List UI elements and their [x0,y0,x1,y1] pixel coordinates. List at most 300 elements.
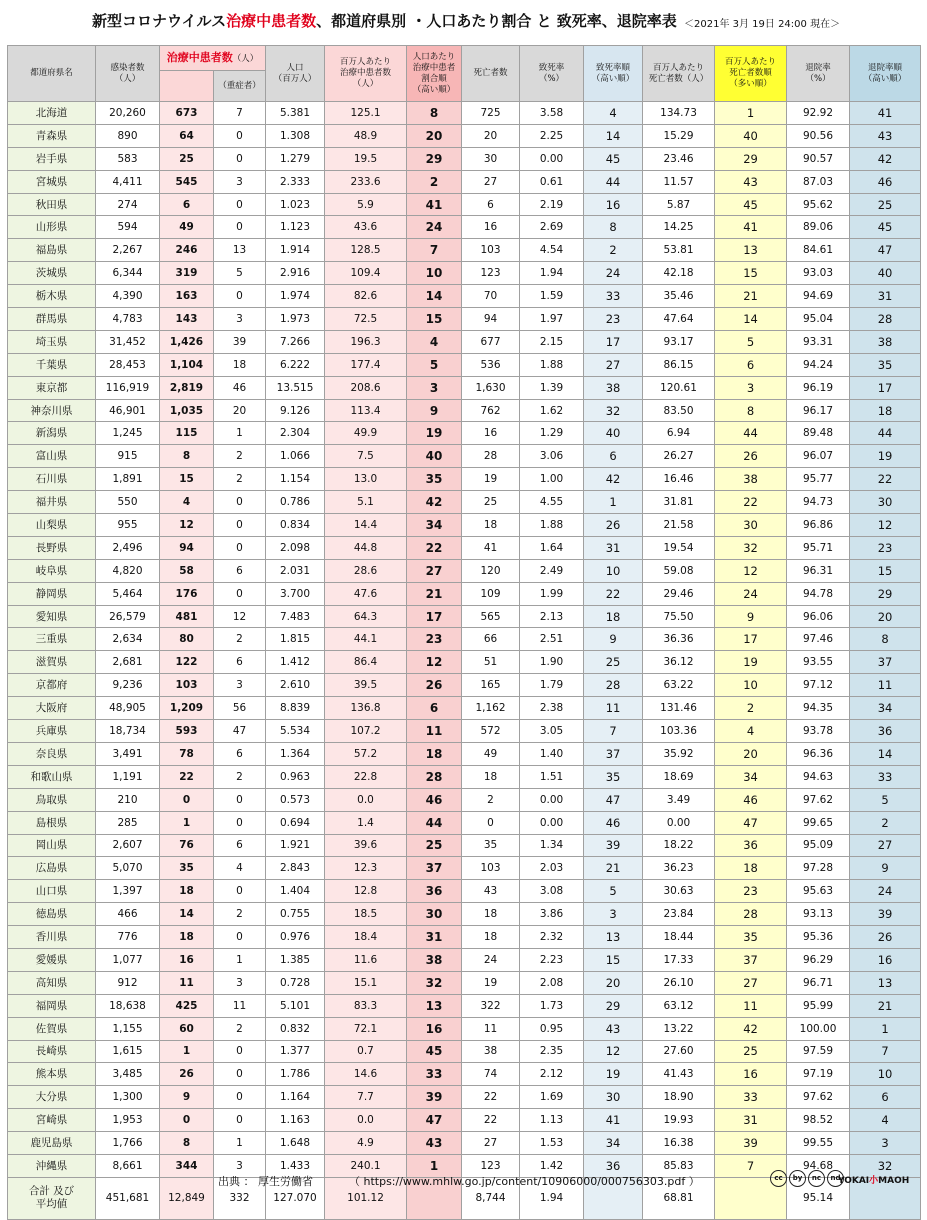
cell-pref: 徳島県 [8,903,96,926]
cell-deaths: 22 [462,1109,520,1132]
cell-discharge: 96.07 [787,445,850,468]
cell-cases: 28,453 [96,353,160,376]
cell-deaths-per-million: 31.81 [643,491,715,514]
covid-prefecture-table [7,45,921,1220]
cell-deaths-rank: 11 [715,994,787,1017]
cell-deaths-per-million: 131.46 [643,697,715,720]
cell-deaths: 28 [462,445,520,468]
cell-pref: 佐賀県 [8,1017,96,1040]
cell-cases: 776 [96,926,160,949]
cell-discharge: 90.57 [787,147,850,170]
cell-pref: 茨城県 [8,262,96,285]
header-deaths: 死亡者数 [462,46,520,102]
cell-cases: 20,260 [96,102,160,125]
cell-deaths-rank: 44 [715,422,787,445]
cell-discharge: 97.59 [787,1040,850,1063]
cell-deaths: 677 [462,330,520,353]
cell-fatality-rank: 27 [584,353,643,376]
cell-deaths-rank: 34 [715,765,787,788]
cell-fatality: 1.53 [520,1132,584,1155]
cell-pref: 宮崎県 [8,1109,96,1132]
cell-fatality: 1.64 [520,536,584,559]
total-discharge: 95.14 [787,1177,850,1219]
cell-fatality: 3.08 [520,880,584,903]
cell-cases: 285 [96,811,160,834]
cell-deaths-rank: 20 [715,742,787,765]
cell-per-million: 72.5 [325,308,407,331]
table-row [8,353,921,376]
cell-fatality: 2.23 [520,948,584,971]
cell-deaths-per-million: 19.93 [643,1109,715,1132]
header-severe: （重症者） [214,71,266,102]
cell-ratio-rank: 32 [407,971,462,994]
total-fatality: 1.94 [520,1177,584,1219]
table-row [8,1040,921,1063]
table-row [8,559,921,582]
cell-severe: 1 [214,422,266,445]
total-pref: 合計 及び 平均値 [8,1177,96,1219]
cell-cases: 210 [96,788,160,811]
cell-ratio-rank: 9 [407,399,462,422]
cell-deaths-per-million: 5.87 [643,193,715,216]
cell-deaths: 74 [462,1063,520,1086]
cell-fatality-rank: 18 [584,605,643,628]
cell-discharge-rank: 5 [850,788,921,811]
cell-pop: 7.266 [266,330,325,353]
table-row [8,170,921,193]
cell-ratio-rank: 2 [407,170,462,193]
cell-ratio-rank: 21 [407,582,462,605]
cell-deaths-rank: 30 [715,514,787,537]
cell-per-million: 57.2 [325,742,407,765]
cell-deaths: 41 [462,536,520,559]
cell-severe: 12 [214,605,266,628]
cell-discharge-rank: 28 [850,308,921,331]
cell-severe: 6 [214,651,266,674]
cell-deaths-per-million: 63.12 [643,994,715,1017]
cell-deaths: 123 [462,1154,520,1177]
cell-ratio-rank: 26 [407,674,462,697]
cell-deaths-rank: 46 [715,788,787,811]
cell-fatality-rank: 17 [584,330,643,353]
cell-deaths: 49 [462,742,520,765]
cell-pref: 滋賀県 [8,651,96,674]
cell-severe: 0 [214,1040,266,1063]
cell-pref: 埼玉県 [8,330,96,353]
total-per-million: 101.12 [325,1177,407,1219]
table-row [8,399,921,422]
cell-cases: 5,464 [96,582,160,605]
cell-deaths: 19 [462,971,520,994]
cell-deaths: 536 [462,353,520,376]
cell-deaths-rank: 32 [715,536,787,559]
by-icon: by [789,1170,806,1187]
cell-discharge-rank: 6 [850,1086,921,1109]
cell-per-million: 19.5 [325,147,407,170]
cell-severe: 3 [214,308,266,331]
cell-discharge: 93.78 [787,720,850,743]
cell-discharge: 95.36 [787,926,850,949]
cell-active: 14 [160,903,214,926]
cell-pop: 2.610 [266,674,325,697]
cell-active: 49 [160,216,214,239]
cell-discharge: 93.31 [787,330,850,353]
table-row [8,834,921,857]
table-row [8,514,921,537]
cell-ratio-rank: 13 [407,994,462,1017]
cell-discharge: 97.62 [787,1086,850,1109]
cell-severe: 7 [214,102,266,125]
table-row [8,926,921,949]
cell-severe: 47 [214,720,266,743]
cell-pref: 大分県 [8,1086,96,1109]
table-row [8,102,921,125]
cell-per-million: 14.4 [325,514,407,537]
cell-deaths-rank: 39 [715,1132,787,1155]
cell-discharge: 94.63 [787,765,850,788]
cell-deaths-rank: 37 [715,948,787,971]
cell-pref: 栃木県 [8,285,96,308]
cell-active: 1 [160,811,214,834]
cell-discharge-rank: 18 [850,399,921,422]
cell-pref: 鳥取県 [8,788,96,811]
cell-pref: 群馬県 [8,308,96,331]
cell-fatality-rank: 30 [584,1086,643,1109]
cell-fatality-rank: 45 [584,147,643,170]
cell-fatality-rank: 26 [584,514,643,537]
cell-deaths-rank: 3 [715,376,787,399]
cell-fatality-rank: 7 [584,720,643,743]
table-row [8,376,921,399]
cell-pref: 北海道 [8,102,96,125]
source-label: 出典 ： 厚生労働省 [218,1175,313,1188]
cell-severe: 0 [214,1063,266,1086]
cell-ratio-rank: 27 [407,559,462,582]
cell-fatality-rank: 20 [584,971,643,994]
cell-deaths: 322 [462,994,520,1017]
cell-deaths-rank: 19 [715,651,787,674]
cell-deaths-per-million: 29.46 [643,582,715,605]
cell-per-million: 136.8 [325,697,407,720]
cell-active: 1 [160,1040,214,1063]
cell-pref: 富山県 [8,445,96,468]
cell-fatality: 1.62 [520,399,584,422]
cell-per-million: 44.8 [325,536,407,559]
cell-deaths-per-million: 36.36 [643,628,715,651]
cell-active: 35 [160,857,214,880]
cell-pop: 1.377 [266,1040,325,1063]
cell-fatality: 1.13 [520,1109,584,1132]
cell-ratio-rank: 38 [407,948,462,971]
header-fatality: 致死率 （%） [520,46,584,102]
cell-severe: 6 [214,559,266,582]
cell-fatality-rank: 37 [584,742,643,765]
cell-discharge-rank: 9 [850,857,921,880]
cell-discharge-rank: 11 [850,674,921,697]
author-logo: YOKAI小MAOH [838,1176,910,1186]
cell-pop: 1.308 [266,124,325,147]
cell-pop: 2.098 [266,536,325,559]
cell-severe: 0 [214,788,266,811]
table-row [8,1132,921,1155]
cell-deaths-per-million: 27.60 [643,1040,715,1063]
cell-deaths-per-million: 19.54 [643,536,715,559]
table-row [8,239,921,262]
cell-per-million: 83.3 [325,994,407,1017]
cell-active: 481 [160,605,214,628]
cell-active: 122 [160,651,214,674]
cell-discharge: 97.12 [787,674,850,697]
cell-deaths-per-million: 18.44 [643,926,715,949]
cell-active: 6 [160,193,214,216]
cell-discharge: 96.19 [787,376,850,399]
source-citation [218,1173,700,1189]
cell-ratio-rank: 44 [407,811,462,834]
cell-deaths-per-million: 59.08 [643,559,715,582]
cell-severe: 3 [214,1154,266,1177]
cell-fatality-rank: 21 [584,857,643,880]
cell-pop: 3.700 [266,582,325,605]
cell-deaths-per-million: 6.94 [643,422,715,445]
table-row [8,1086,921,1109]
cc-license-icons [770,1170,844,1187]
cell-deaths-rank: 8 [715,399,787,422]
cell-fatality-rank: 4 [584,102,643,125]
cell-discharge: 95.09 [787,834,850,857]
header-pop: 人口 （百万人） [266,46,325,102]
cell-per-million: 22.8 [325,765,407,788]
cell-per-million: 72.1 [325,1017,407,1040]
cell-fatality-rank: 40 [584,422,643,445]
cell-discharge: 97.28 [787,857,850,880]
header-active-count [160,71,214,102]
cell-cases: 1,397 [96,880,160,903]
header-cases: 感染者数 （人） [96,46,160,102]
cell-pop: 0.832 [266,1017,325,1040]
cell-active: 425 [160,994,214,1017]
cell-cases: 915 [96,445,160,468]
cell-deaths: 22 [462,1086,520,1109]
cell-deaths-per-million: 16.46 [643,468,715,491]
cell-deaths-per-million: 75.50 [643,605,715,628]
cell-deaths-rank: 21 [715,285,787,308]
cell-ratio-rank: 34 [407,514,462,537]
cell-deaths-rank: 27 [715,971,787,994]
cell-fatality: 1.42 [520,1154,584,1177]
cell-per-million: 43.6 [325,216,407,239]
cell-discharge-rank: 24 [850,880,921,903]
cell-deaths: 1,630 [462,376,520,399]
cell-per-million: 39.5 [325,674,407,697]
cell-deaths-rank: 17 [715,628,787,651]
header-deaths-per-million: 百万人あたり 死亡者数（人） [643,46,715,102]
cc-icon: cc [770,1170,787,1187]
cell-pref: 福井県 [8,491,96,514]
cell-ratio-rank: 7 [407,239,462,262]
cell-pref: 山梨県 [8,514,96,537]
cell-ratio-rank: 11 [407,720,462,743]
cell-discharge: 95.77 [787,468,850,491]
table-row [8,857,921,880]
cell-deaths: 70 [462,285,520,308]
cell-severe: 0 [214,147,266,170]
cell-pop: 2.843 [266,857,325,880]
cell-deaths: 18 [462,765,520,788]
cell-fatality-rank: 24 [584,262,643,285]
cell-cases: 583 [96,147,160,170]
cell-pop: 1.815 [266,628,325,651]
cell-deaths-per-million: 83.50 [643,399,715,422]
table-row [8,582,921,605]
table-row [8,422,921,445]
cell-active: 545 [160,170,214,193]
cell-pop: 1.433 [266,1154,325,1177]
cell-deaths: 18 [462,903,520,926]
cell-fatality: 1.73 [520,994,584,1017]
cell-cases: 274 [96,193,160,216]
cell-severe: 20 [214,399,266,422]
cell-discharge-rank: 12 [850,514,921,537]
cell-deaths-rank: 1 [715,102,787,125]
cell-fatality-rank: 34 [584,1132,643,1155]
cell-active: 26 [160,1063,214,1086]
cell-active: 76 [160,834,214,857]
cell-active: 1,104 [160,353,214,376]
cell-severe: 56 [214,697,266,720]
cell-ratio-rank: 4 [407,330,462,353]
cell-active: 246 [160,239,214,262]
cell-pop: 5.534 [266,720,325,743]
cell-deaths-rank: 47 [715,811,787,834]
cell-fatality-rank: 36 [584,1154,643,1177]
cell-fatality: 0.00 [520,788,584,811]
table-row [8,765,921,788]
cell-cases: 550 [96,491,160,514]
cell-discharge-rank: 38 [850,330,921,353]
cell-deaths: 24 [462,948,520,971]
cell-fatality-rank: 46 [584,811,643,834]
table-row [8,628,921,651]
cell-discharge-rank: 1 [850,1017,921,1040]
cell-pop: 5.381 [266,102,325,125]
cell-cases: 466 [96,903,160,926]
cell-pop: 1.123 [266,216,325,239]
cell-deaths-rank: 31 [715,1109,787,1132]
table-row [8,1017,921,1040]
cell-deaths: 762 [462,399,520,422]
cell-pref: 石川県 [8,468,96,491]
cell-deaths-per-million: 18.69 [643,765,715,788]
cell-pref: 岐阜県 [8,559,96,582]
cell-ratio-rank: 45 [407,1040,462,1063]
cell-deaths-rank: 41 [715,216,787,239]
cell-per-million: 47.6 [325,582,407,605]
cell-deaths-per-million: 53.81 [643,239,715,262]
cell-severe: 0 [214,1086,266,1109]
cell-pop: 13.515 [266,376,325,399]
cell-discharge: 99.65 [787,811,850,834]
cell-deaths-rank: 6 [715,353,787,376]
cell-deaths-per-million: 26.27 [643,445,715,468]
cell-severe: 6 [214,742,266,765]
cell-per-million: 12.3 [325,857,407,880]
cell-pref: 長野県 [8,536,96,559]
cell-cases: 31,452 [96,330,160,353]
cell-ratio-rank: 22 [407,536,462,559]
cell-cases: 1,077 [96,948,160,971]
cell-discharge-rank: 7 [850,1040,921,1063]
cell-discharge-rank: 25 [850,193,921,216]
cell-deaths: 27 [462,170,520,193]
table-row [8,720,921,743]
cell-pop: 7.483 [266,605,325,628]
cell-cases: 4,820 [96,559,160,582]
cell-severe: 2 [214,1017,266,1040]
cell-per-million: 7.5 [325,445,407,468]
cell-severe: 0 [214,216,266,239]
total-cases: 451,681 [96,1177,160,1219]
cell-discharge-rank: 10 [850,1063,921,1086]
cell-severe: 0 [214,880,266,903]
cell-severe: 0 [214,811,266,834]
cell-pref: 東京都 [8,376,96,399]
cell-fatality-rank: 29 [584,994,643,1017]
cell-ratio-rank: 29 [407,147,462,170]
cell-cases: 18,638 [96,994,160,1017]
cell-discharge: 87.03 [787,170,850,193]
cell-cases: 9,236 [96,674,160,697]
cell-discharge-rank: 30 [850,491,921,514]
cell-ratio-rank: 19 [407,422,462,445]
total-deaths-per-million: 68.81 [643,1177,715,1219]
cell-deaths-rank: 38 [715,468,787,491]
cell-deaths-rank: 25 [715,1040,787,1063]
header-deaths-rank: 百万人あたり 死亡者数順 （多い順） [715,46,787,102]
cell-pop: 2.031 [266,559,325,582]
cell-deaths-per-million: 18.90 [643,1086,715,1109]
cell-pop: 1.973 [266,308,325,331]
cell-ratio-rank: 31 [407,926,462,949]
cell-ratio-rank: 35 [407,468,462,491]
cell-pop: 1.786 [266,1063,325,1086]
cell-ratio-rank: 12 [407,651,462,674]
cell-pop: 1.648 [266,1132,325,1155]
cell-discharge-rank: 43 [850,124,921,147]
table-row [8,697,921,720]
cell-active: 319 [160,262,214,285]
cell-fatality: 2.25 [520,124,584,147]
cell-deaths-rank: 35 [715,926,787,949]
cell-pop: 1.974 [266,285,325,308]
cell-pref: 福島県 [8,239,96,262]
cell-discharge-rank: 47 [850,239,921,262]
cell-discharge-rank: 39 [850,903,921,926]
cell-fatality: 0.95 [520,1017,584,1040]
cell-per-million: 15.1 [325,971,407,994]
cell-pref: 三重県 [8,628,96,651]
cell-discharge-rank: 45 [850,216,921,239]
cell-fatality: 2.32 [520,926,584,949]
cell-severe: 2 [214,765,266,788]
cell-deaths: 38 [462,1040,520,1063]
cell-fatality-rank: 3 [584,903,643,926]
cell-fatality: 1.88 [520,353,584,376]
cell-deaths-rank: 2 [715,697,787,720]
header-pref: 都道府県名 [8,46,96,102]
cell-deaths-per-million: 15.29 [643,124,715,147]
cell-active: 22 [160,765,214,788]
cell-pop: 2.333 [266,170,325,193]
